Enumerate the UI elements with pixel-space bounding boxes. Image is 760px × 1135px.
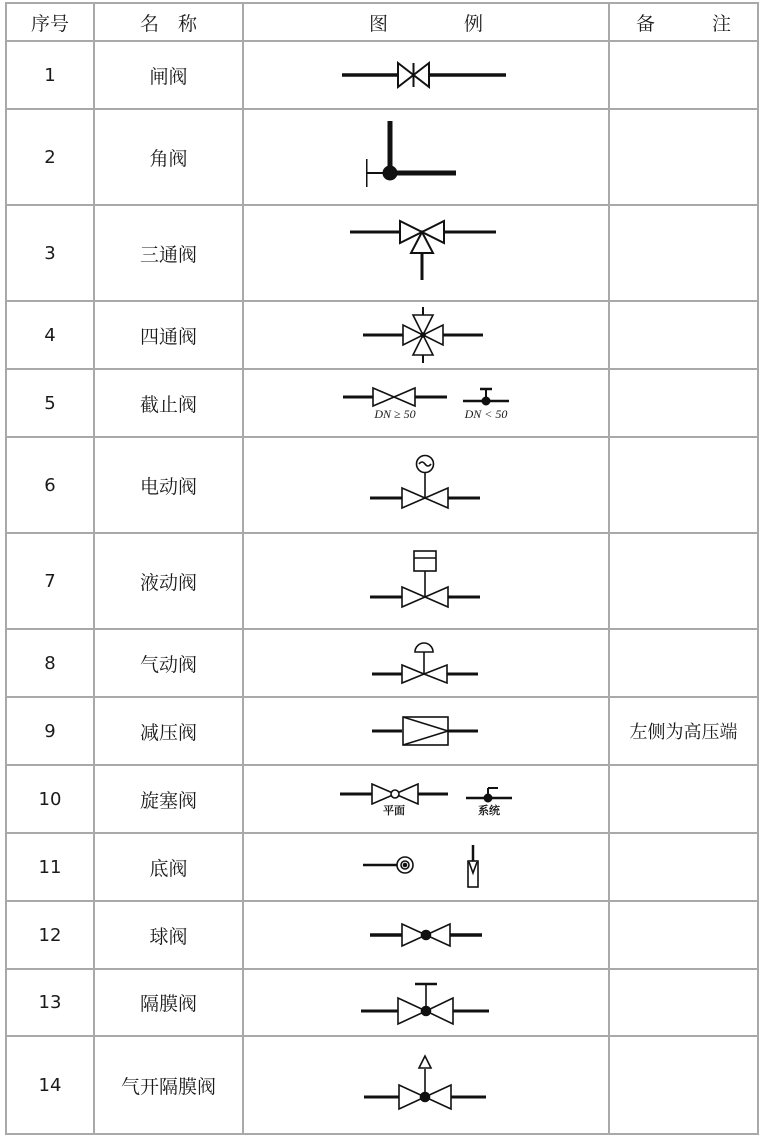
header-symbol: 图 例 [243,3,609,41]
row-index: 3 [6,205,94,301]
row-note [609,437,758,533]
row-name: 气动阀 [94,629,243,697]
foot-valve-icon [361,843,491,891]
row-name: 闸阀 [94,41,243,109]
row-note [609,901,758,969]
hydraulic-valve-icon [370,550,482,612]
globe-valve-large-icon [343,386,447,408]
row-note [609,301,758,369]
row-note [609,109,758,205]
electric-valve-icon [370,454,482,516]
row-note [609,969,758,1036]
table-row [6,969,758,1036]
row-note [609,765,758,833]
header-index: 序号 [6,3,94,41]
row-name: 角阀 [94,109,243,205]
valve-legend-table [5,2,759,1135]
row-note [609,41,758,109]
row-index: 4 [6,301,94,369]
row-note [609,629,758,697]
plug-valve-plan-icon [340,783,448,805]
header-note: 备 注 [609,3,758,41]
row-note [609,205,758,301]
row-index: 14 [6,1036,94,1134]
table-row [6,629,758,697]
header-row [6,3,758,41]
row-index: 10 [6,765,94,833]
gate-valve-icon [336,55,516,95]
row-index: 2 [6,109,94,205]
row-name: 底阀 [94,833,243,901]
row-name: 电动阀 [94,437,243,533]
row-index: 9 [6,697,94,765]
label-dn-lt-50: DN < 50 [464,407,508,421]
table-row [6,697,758,765]
label-system: 系统 [478,803,500,817]
row-index: 7 [6,533,94,629]
row-index: 8 [6,629,94,697]
table-row [6,1036,758,1134]
row-name: 气开隔膜阀 [94,1036,243,1134]
table-row [6,301,758,369]
pressure-reducing-valve-icon [372,715,480,747]
angle-valve-icon [366,117,486,197]
row-index: 6 [6,437,94,533]
row-name: 隔膜阀 [94,969,243,1036]
header-name: 名 称 [94,3,243,41]
table-row [6,901,758,969]
plug-valve-system-icon [466,783,512,805]
row-name: 旋塞阀 [94,765,243,833]
label-dn-ge-50: DN ≥ 50 [374,407,416,421]
ball-valve-icon [370,922,482,948]
table-row [6,765,758,833]
row-name: 三通阀 [94,205,243,301]
table-row [6,369,758,437]
table-row [6,533,758,629]
row-note [609,1036,758,1134]
label-plan: 平面 [383,803,405,817]
row-index: 12 [6,901,94,969]
three-way-valve-icon [346,218,506,288]
row-index: 11 [6,833,94,901]
table-row [6,109,758,205]
row-name: 液动阀 [94,533,243,629]
row-index: 13 [6,969,94,1036]
row-name: 减压阀 [94,697,243,765]
diaphragm-valve-icon [361,980,491,1026]
row-note [609,369,758,437]
row-name: 球阀 [94,901,243,969]
row-index: 1 [6,41,94,109]
table-row [6,437,758,533]
row-note: 左侧为高压端 [609,697,758,765]
row-note [609,533,758,629]
row-name: 四通阀 [94,301,243,369]
pneumatic-valve-icon [372,640,480,686]
row-index: 5 [6,369,94,437]
table-row [6,41,758,109]
table-row [6,205,758,301]
table-row [6,833,758,901]
globe-valve-small-icon [463,386,509,408]
row-name: 截止阀 [94,369,243,437]
row-note [609,833,758,901]
air-open-diaphragm-valve-icon [364,1053,488,1117]
four-way-valve-icon [361,305,491,365]
